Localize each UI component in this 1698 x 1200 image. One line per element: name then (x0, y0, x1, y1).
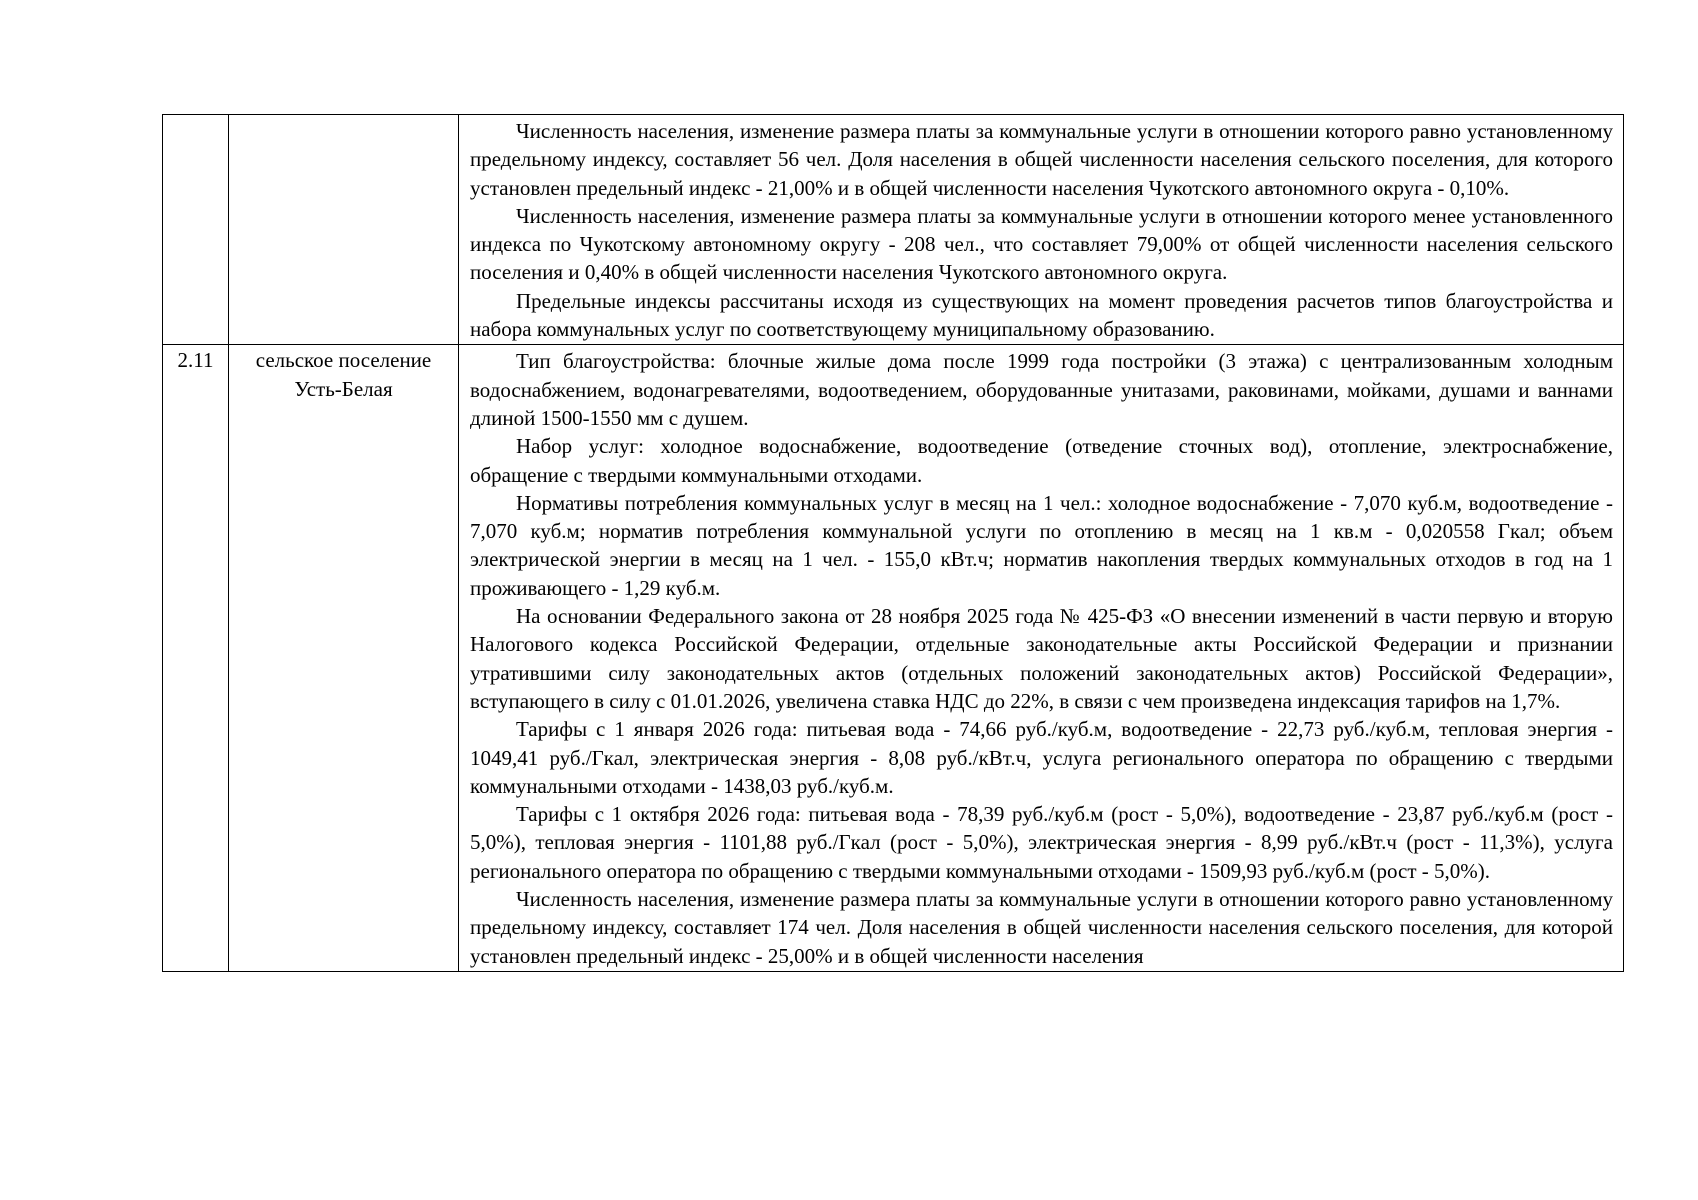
description-paragraph: Численность населения, изменение размера платы за коммунальные услуги в отношении которого равно установленному предельному индексу, составляет 56 чел. Доля населения в общей численности населения сельского поселения, для которого установлен предельный индекс - 21,00% и в общей численности населения Чукотского автономного округа - 0,10%. (470, 119, 1613, 200)
description-cell (459, 115, 1624, 345)
description-paragraph: Численность населения, изменение размера платы за коммунальные услуги в отношении которого менее установленного индекса по Чукотскому автономному округу - 208 чел., что составляет 79,00% от общей численности населения сельского поселения и 0,40% в общей численности населения Чукотского автономного округа. (470, 203, 1613, 285)
description-paragraph: Тип благоустройства: блочные жилые дома после 1999 года постройки (3 этажа) с централизованным холодным водоснабжением, водонагревателями, водоотведением, оборудованные унитазами, раковинами, мойками, душами и ваннами длиной 1500-1550 мм с душем. (470, 349, 1613, 430)
table-row (163, 115, 1624, 345)
description-cell (459, 345, 1624, 972)
municipality-name-line: Усть-Белая (294, 376, 393, 401)
description-paragraph: Нормативы потребления коммунальных услуг в месяц на 1 чел.: холодное водоснабжение - 7,070 куб.м, водоотведение - 7,070 куб.м; норматив потребления коммунальной услуги по отоплению в месяц на 1 кв.м - 0,020558 Гкал; объем электрической энергии в месяц на 1 чел. - 155,0 кВт.ч; норматив накопления твердых коммунальных отходов в год на 1 проживающего - 1,29 куб.м. (470, 490, 1613, 600)
description-paragraph: Набор услуг: холодное водоснабжение, водоотведение (отведение сточных вод), отопление, электроснабжение, обращение с твердыми коммунальными отходами. (470, 434, 1613, 487)
document-table (162, 114, 1624, 972)
table-body (163, 115, 1624, 972)
description-paragraph: Предельные индексы рассчитаны исходя из существующих на момент проведения расчетов типов благоустройства и набора коммунальных услуг по соответствующему муниципальному образованию. (470, 288, 1613, 342)
municipality-name-cell (229, 345, 459, 972)
row-number-cell: 2.11 (163, 345, 229, 972)
description-paragraph: На основании Федерального закона от 28 ноября 2025 года № 425-ФЗ «О внесении изменений в части первую и вторую Налогового кодекса Российской Федерации, отдельные законодательные акты Российской Федерации и признании утратившими силу законодательных актов (отдельных положений законодательных актов) Российской Федерации», вступающего в силу с 01.01.2026, увеличена ставка НДС до 22%, в связи с чем произведена индексация тарифов на 1,7%. (470, 604, 1613, 713)
table-row (163, 345, 1624, 972)
description-paragraph: Тарифы с 1 октября 2026 года: питьевая вода - 78,39 руб./куб.м (рост - 5,0%), водоотведение - 23,87 руб./куб.м (рост - 5,0%), тепловая энергия - 1101,88 руб./Гкал (рост - 5,0%), электрическая энергия - 8,99 руб./кВт.ч (рост - 11,3%), услуга регионального оператора по обращению с твердыми коммунальными отходами - 1509,93 руб./куб.м (рост - 5,0%). (470, 802, 1613, 883)
row-number-cell (163, 115, 229, 345)
municipality-name-line: сельское поселение (255, 348, 432, 373)
description-paragraph: Численность населения, изменение размера платы за коммунальные услуги в отношении которого равно установленному предельному индексу, составляет 174 чел. Доля населения в общей численности населения сельского поселения, для которой установлен предельный индекс - 25,00% и в общей численности населения (470, 887, 1613, 968)
description-paragraph: Тарифы с 1 января 2026 года: питьевая вода - 74,66 руб./куб.м, водоотведение - 22,73 руб./куб.м, тепловая энергия - 1049,41 руб./Гкал, электрическая энергия - 8,08 руб./кВт.ч, услуга регионального оператора по обращению с твердыми коммунальными отходами - 1438,03 руб./куб.м. (470, 717, 1613, 798)
municipality-name-cell (229, 115, 459, 345)
